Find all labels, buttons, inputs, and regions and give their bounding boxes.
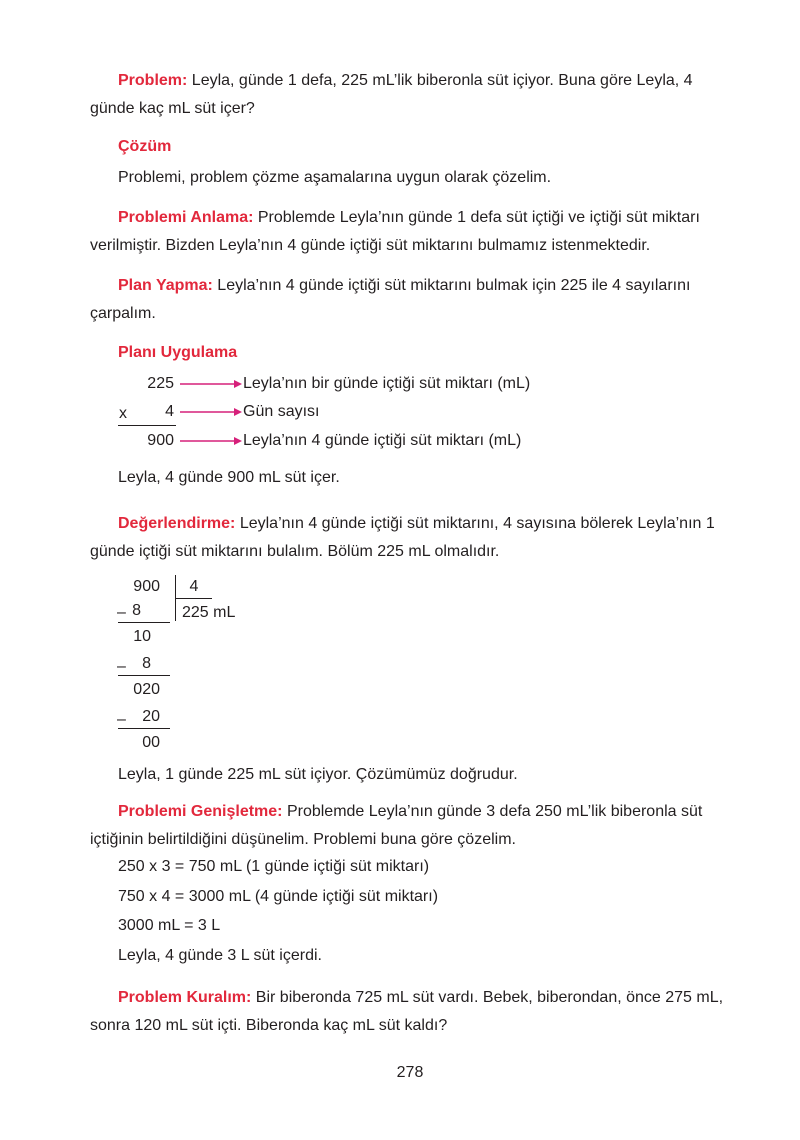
evaluation-label: Değerlendirme: (118, 515, 236, 532)
extension-paragraph (90, 798, 730, 854)
step3-line (118, 728, 170, 729)
extension-line-4: Leyla, 4 günde 3 L süt içerdi. (118, 947, 322, 964)
page-number: 278 (396, 1064, 424, 1081)
evaluation-result: Leyla, 1 günde 225 mL süt içiyor. Çözümümüz doğrudur. (118, 766, 518, 783)
planning-label: Plan Yapma: (118, 277, 213, 294)
applying-heading: Planı Uygulama (118, 344, 238, 361)
multiplier-description: Gün sayısı (243, 403, 320, 420)
posing-label: Problem Kuralım: (118, 989, 252, 1006)
step3-remainder: 00 (142, 734, 160, 751)
posing-paragraph (90, 984, 730, 1040)
evaluation-text: Leyla’nın 4 günde içtiği süt miktarını, 4 sayısına bölerek Leyla’nın 1 günde içtiği süt miktarını bulalım. Bölüm 225 mL olmalıdır. (90, 515, 715, 560)
planning-paragraph (90, 272, 730, 328)
step2-subtrahend: 8 (142, 655, 151, 672)
evaluation-paragraph (90, 510, 730, 566)
problem-paragraph (90, 67, 730, 123)
product: 900 (147, 432, 174, 449)
extension-label: Problemi Genişletme: (118, 803, 283, 820)
minus-sign: – (117, 711, 126, 728)
arrow-icon (180, 376, 242, 392)
step1-subtrahend: 8 (132, 602, 141, 619)
solution-intro: Problemi, problem çözme aşamalarına uygun olarak çözelim. (118, 169, 552, 186)
multiplicand-description: Leyla’nın bir günde içtiği süt miktarı (mL) (243, 375, 531, 392)
arrow-icon (180, 404, 242, 420)
multiply-operator: x (119, 405, 127, 422)
multiplier: 4 (165, 403, 174, 420)
posing-text: Bir biberonda 725 mL süt vardı. Bebek, biberondan, önce 275 mL, sonra 120 mL süt içti. Biberonda kaç mL süt kaldı? (90, 989, 724, 1034)
product-description: Leyla’nın 4 günde içtiği süt miktarı (mL) (243, 432, 522, 449)
understanding-text: Problemde Leyla’nın günde 1 defa süt içtiği ve içtiği süt miktarı verilmiştir. Bizden Leyla’nın 4 günde içtiği süt miktarını bulmamız istenmektedir. (90, 209, 700, 254)
minus-sign: – (117, 604, 126, 621)
understanding-paragraph (90, 204, 730, 260)
multiplication-line (118, 425, 176, 426)
step3-subtrahend: 20 (142, 708, 160, 725)
solution-heading: Çözüm (118, 138, 172, 155)
problem-label: Problem: (118, 72, 188, 89)
understanding-label: Problemi Anlama: (118, 209, 254, 226)
divisor: 4 (189, 578, 199, 595)
step2-remainder: 020 (133, 681, 160, 698)
step1-line (118, 622, 170, 623)
extension-line-1: 250 x 3 = 750 mL (1 günde içtiği süt miktarı) (118, 858, 430, 875)
extension-text: Problemde Leyla’nın günde 3 defa 250 mL’lik biberonla süt içtiğinin belirtildiğini düşünelim. Problemi buna göre çözelim. (90, 803, 703, 848)
step2-line (118, 675, 170, 676)
problem-text: Leyla, günde 1 defa, 225 mL’lik biberonla süt içiyor. Buna göre Leyla, 4 günde kaç mL süt içer? (90, 72, 693, 117)
planning-text: Leyla’nın 4 günde içtiği süt miktarını bulmak için 225 ile 4 sayılarını çarpalım. (90, 277, 691, 322)
extension-line-3: 3000 mL = 3 L (118, 917, 221, 934)
step1-remainder: 10 (133, 628, 151, 645)
division-bar-horizontal (176, 598, 212, 599)
applying-result: Leyla, 4 günde 900 mL süt içer. (118, 469, 340, 486)
dividend: 900 (133, 578, 160, 595)
multiplicand: 225 (147, 375, 174, 392)
minus-sign: – (117, 658, 126, 675)
quotient: 225 mL (182, 604, 236, 621)
arrow-icon (180, 433, 242, 449)
extension-line-2: 750 x 4 = 3000 mL (4 günde içtiği süt miktarı) (118, 888, 439, 905)
